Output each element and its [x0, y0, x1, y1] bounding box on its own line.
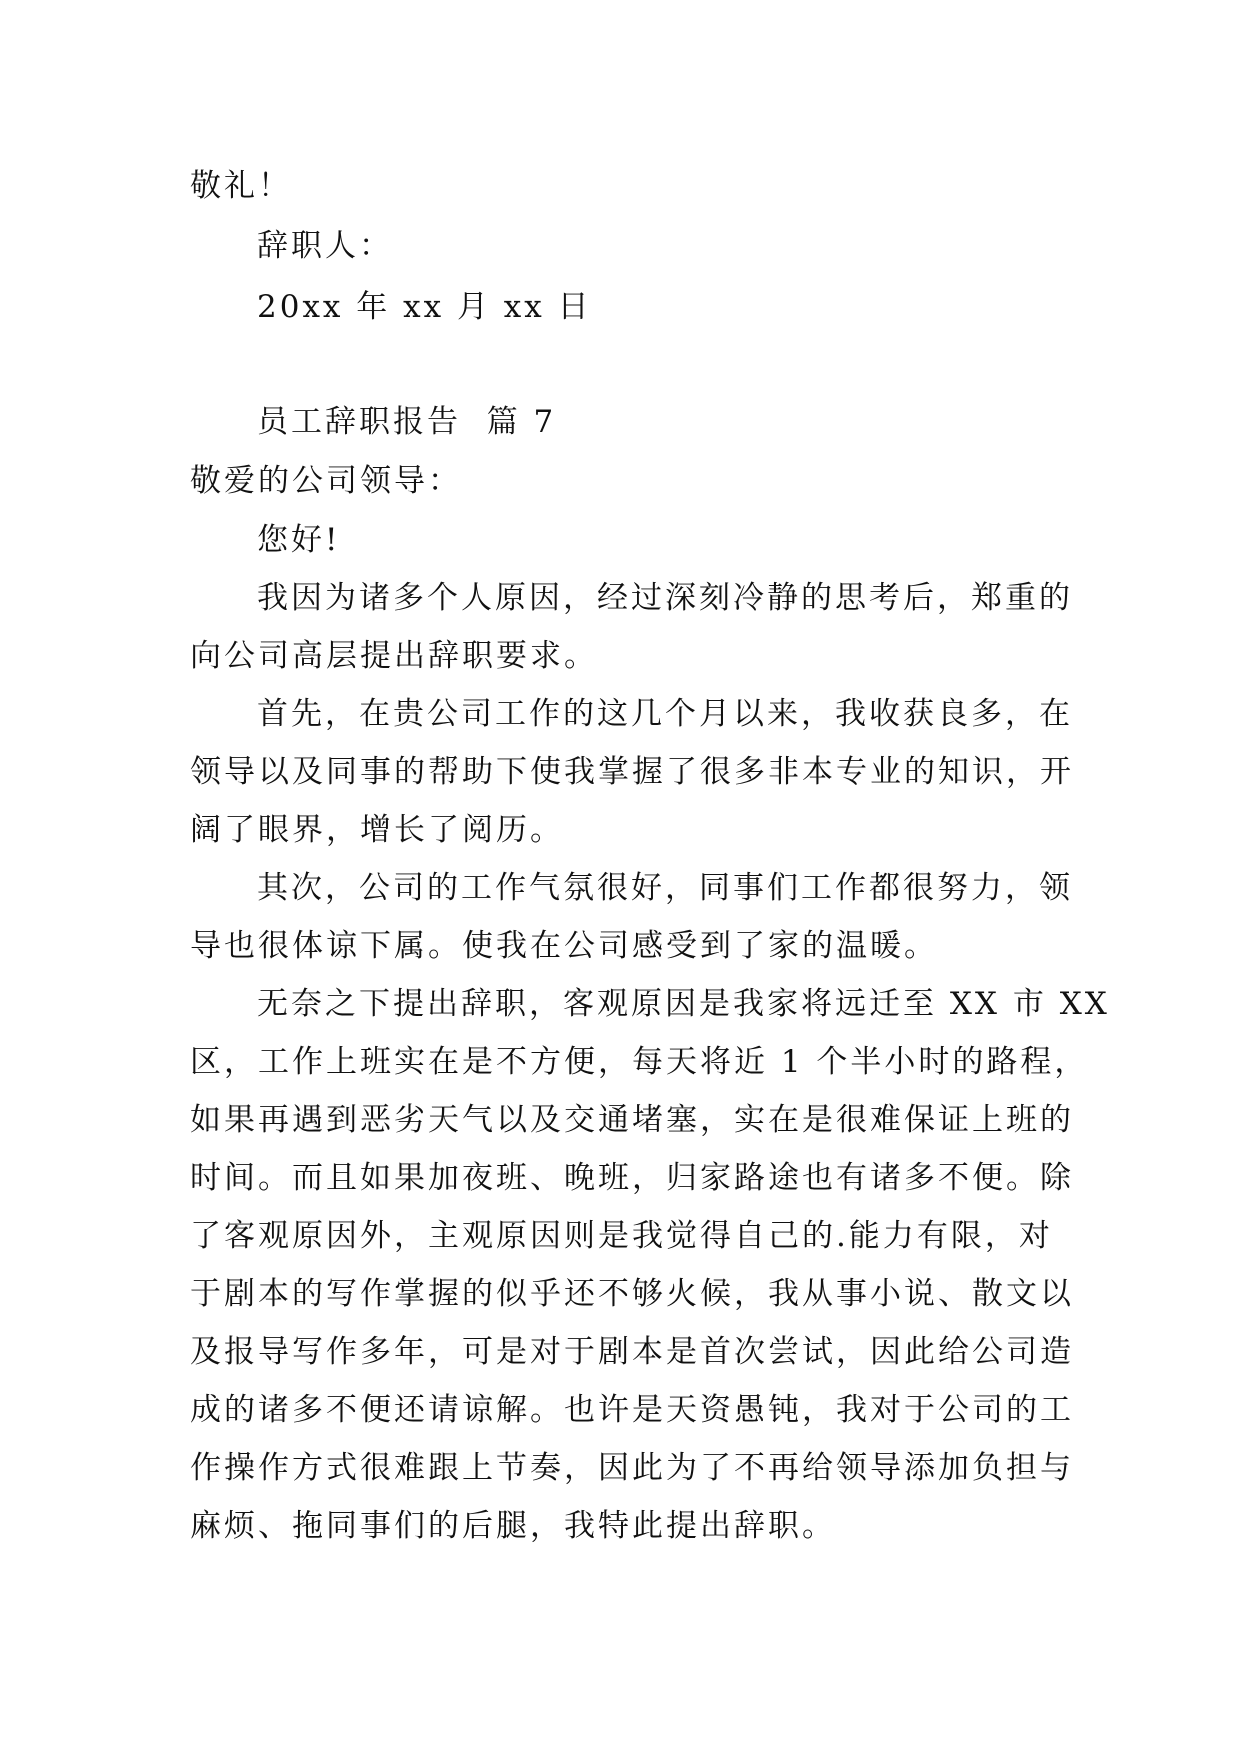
paragraph-line: 导也很体谅下属。使我在公司感受到了家的温暖。 — [190, 928, 938, 964]
paragraph-line: 了客观原因外，主观原因则是我觉得自己的.能力有限，对 — [190, 1218, 1053, 1254]
paragraph-line: 如果再遇到恶劣天气以及交通堵塞，实在是很难保证上班的 — [190, 1102, 1074, 1138]
paragraph-line: 无奈之下提出辞职，客观原因是我家将远迁至 XX 市 XX — [257, 986, 1110, 1022]
signature-date: 20xx 年 xx 月 xx 日 — [257, 289, 592, 325]
paragraph-line: 麻烦、拖同事们的后腿，我特此提出辞职。 — [190, 1508, 836, 1544]
paragraph-line: 作操作方式很难跟上节奏，因此为了不再给领导添加负担与 — [190, 1450, 1074, 1486]
paragraph-line: 向公司高层提出辞职要求。 — [190, 638, 598, 674]
paragraph-line: 时间。而且如果加夜班、晚班，归家路途也有诸多不便。除 — [190, 1160, 1074, 1196]
paragraph-line: 其次，公司的工作气氛很好，同事们工作都很努力，领 — [257, 870, 1073, 906]
section-heading: 员工辞职报告 篇 7 — [257, 404, 557, 440]
paragraph-line: 区，工作上班实在是不方便，每天将近 1 个半小时的路程， — [190, 1044, 1089, 1080]
closing-salute: 敬礼！ — [190, 168, 292, 204]
hello-line: 您好! — [257, 522, 341, 558]
signer-label: 辞职人： — [257, 228, 393, 264]
paragraph-line: 成的诸多不便还请谅解。也许是天资愚钝，我对于公司的工 — [190, 1392, 1074, 1428]
paragraph-line: 首先，在贵公司工作的这几个月以来，我收获良多，在 — [257, 696, 1073, 732]
greeting: 敬爱的公司领导： — [190, 463, 462, 499]
paragraph-line: 及报导写作多年，可是对于剧本是首次尝试，因此给公司造 — [190, 1334, 1074, 1370]
paragraph-line: 于剧本的写作掌握的似乎还不够火候，我从事小说、散文以 — [190, 1276, 1074, 1312]
paragraph-line: 领导以及同事的帮助下使我掌握了很多非本专业的知识，开 — [190, 754, 1074, 790]
paragraph-line: 阔了眼界，增长了阅历。 — [190, 812, 564, 848]
paragraph-line: 我因为诸多个人原因，经过深刻冷静的思考后，郑重的 — [257, 580, 1073, 616]
